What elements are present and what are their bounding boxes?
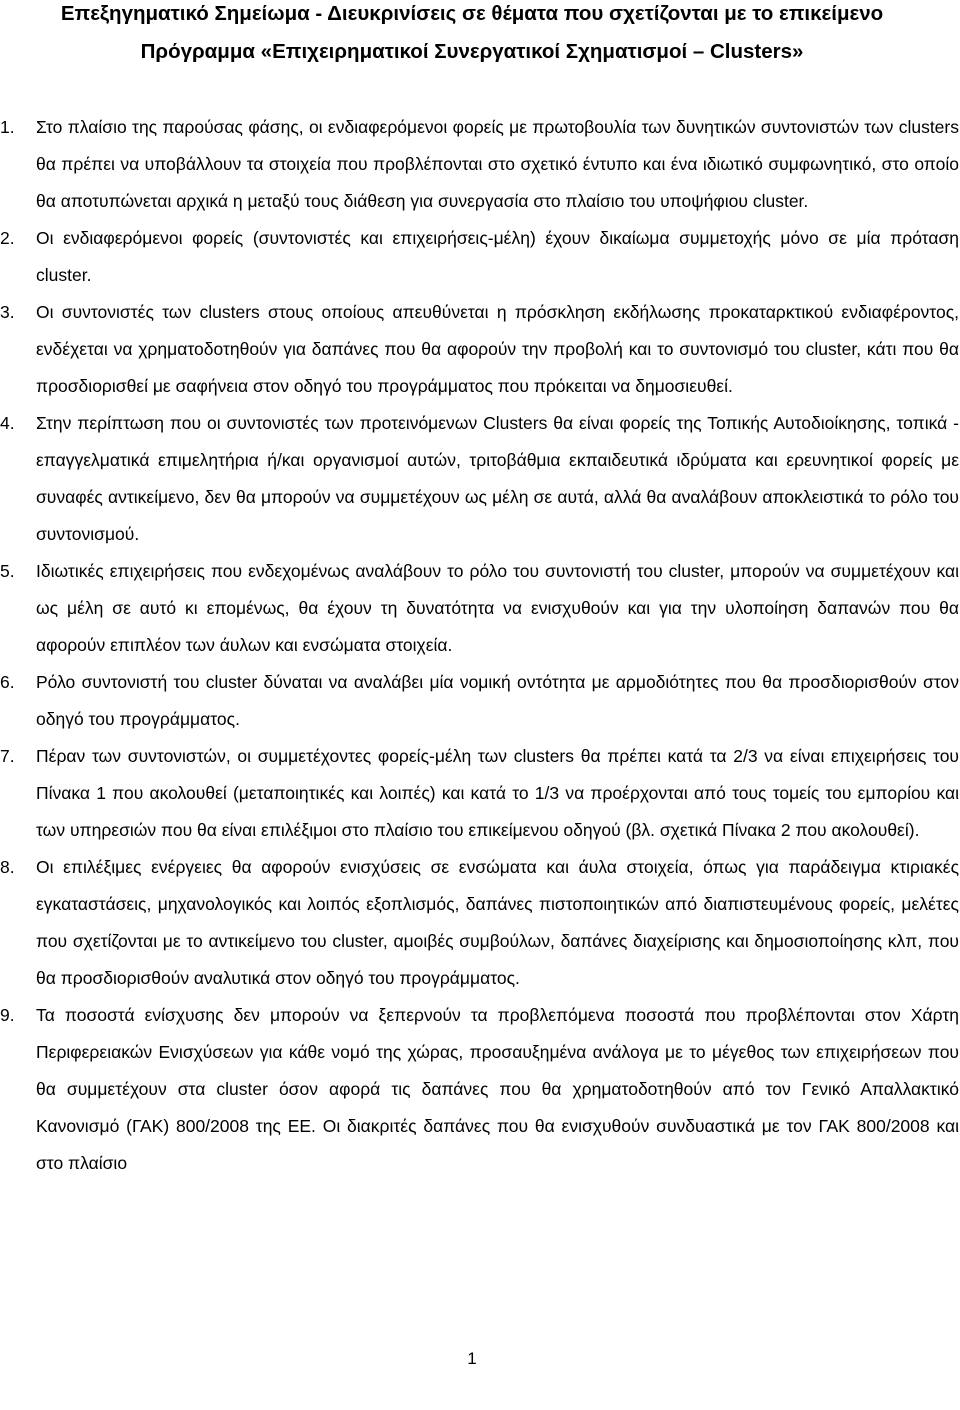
list-item [0,220,959,294]
list-item-text: Πέραν των συντονιστών, οι συμμετέχοντες φορείς-μέλη των clusters θα πρέπει κατά τα 2/3 να είναι επιχειρήσεις του Πίνακα 1 που ακολουθεί (μεταποιητικές και λοιπές) και κατά το 1/3 να προέρχονται από τους τομείς του εμπορίου και των υπηρεσιών που θα είναι επιλέξιμοι στο πλαίσιο του επικείμενου οδηγού (βλ. σχετικά Πίνακα 2 που ακολουθεί). [36,746,959,840]
list-item-text: Ρόλο συντονιστή του cluster δύναται να αναλάβει μία νομική οντότητα με αρμοδιότητες που θα προσδιορισθούν στον οδηγό του προγράμματος. [36,672,959,729]
list-item-text: Οι συντονιστές των clusters στους οποίους απευθύνεται η πρόσκληση εκδήλωσης προκαταρκτικού ενδιαφέροντος, ενδέχεται να χρηματοδοτηθούν για δαπάνες που θα αφορούν την προβολή και το συντονισμό του cluster, κάτι που θα προσδιορισθεί με σαφήνεια στον οδηγό του προγράμματος που πρόκειται να δημοσιευθεί. [36,302,959,396]
list-item-number: 5. [0,561,15,581]
document-title-line-1: Επεξηγηματικό Σημείωμα - Διευκρινίσεις σε θέματα που σχετίζονται με το επικείμενο [60,2,884,25]
list-item-number: 4. [0,413,15,433]
list-item-number: 8. [0,857,15,877]
document-title-line-2: Πρόγραμμα «Επιχειρηματικοί Συνεργατικοί Σχηματισμοί – Clusters» [140,40,804,63]
list-item-text: Οι ενδιαφερόμενοι φορείς (συντονιστές και επιχειρήσεις-μέλη) έχουν δικαίωμα συμμετοχής μόνο σε μία πρόταση cluster. [36,228,959,285]
list-item [0,664,959,738]
list-item-number: 6. [0,672,15,692]
list-item [0,405,959,553]
list-item-number: 1. [0,117,15,137]
list-item [0,553,959,664]
list-item-text: Τα ποσοστά ενίσχυσης δεν μπορούν να ξεπερνούν τα προβλεπόμενα ποσοστά που προβλέπονται στον Χάρτη Περιφερειακών Ενισχύσεων για κάθε νομό της χώρας, προσαυξημένα ανάλογα με το μέγεθος των επιχειρήσεων που θα συμμετέχουν στα cluster όσον αφορά τις δαπάνες που θα χρηματοδοτηθούν από τον Γενικό Απαλλακτικό Κανονισμό (ΓΑΚ) 800/2008 της ΕΕ. Οι διακριτές δαπάνες που θα ενισχυθούν συνδυαστικά με τον ΓΑΚ 800/2008 και στο πλαίσιο [36,1005,959,1173]
list-item-number: 3. [0,302,15,322]
list-item-text: Ιδιωτικές επιχειρήσεις που ενδεχομένως αναλάβουν το ρόλο του συντονιστή του cluster, μπορούν να συμμετέχουν και ως μέλη σε αυτό κι επομένως, θα έχουν τη δυνατότητα να ενισχυθούν και για την υλοποίηση δαπανών που θα αφορούν επιπλέον των άυλων και ενσώματα στοιχεία. [36,561,959,655]
list-item [0,997,959,1182]
numbered-list [0,109,960,1182]
list-item-text: Στο πλαίσιο της παρούσας φάσης, οι ενδιαφερόμενοι φορείς με πρωτοβουλία των δυνητικών συντονιστών των clusters θα πρέπει να υποβάλλουν τα στοιχεία που προβλέπονται στο σχετικό έντυπο και ένα ιδιωτικό συμφωνητικό, στο οποίο θα αποτυπώνεται αρχικά η μεταξύ τους διάθεση για συνεργασία στο πλαίσιο του υποψήφιου cluster. [36,117,959,211]
list-item [0,294,959,405]
page-number: 1 [467,1349,477,1368]
list-item-number: 2. [0,228,15,248]
list-item [0,738,959,849]
list-item [0,109,959,220]
list-item-text: Οι επιλέξιμες ενέργειες θα αφορούν ενισχύσεις σε ενσώματα και άυλα στοιχεία, όπως για παράδειγμα κτιριακές εγκαταστάσεις, μηχανολογικός και λοιπός εξοπλισμός, δαπάνες πιστοποιητικών από διαπιστευμένους φορείς, μελέτες που σχετίζονται με το αντικείμενο του cluster, αμοιβές συμβούλων, δαπάνες διαχείρισης και δημοσιοποίησης κλπ, που θα προσδιορισθούν αναλυτικά στον οδηγό του προγράμματος. [36,857,959,988]
list-item-number: 7. [0,746,15,766]
list-item [0,849,959,997]
list-item-number: 9. [0,1005,15,1025]
list-item-text: Στην περίπτωση που οι συντονιστές των προτεινόμενων Clusters θα είναι φορείς της Τοπικής Αυτοδιοίκησης, τοπικά - επαγγελματικά επιμελητήρια ή/και οργανισμοί αυτών, τριτοβάθμια εκπαιδευτικά ιδρύματα και ερευνητικοί φορείς με συναφές αντικείμενο, δεν θα μπορούν να συμμετέχουν ως μέλη σε αυτά, αλλά θα αναλάβουν αποκλειστικά το ρόλο του συντονισμού. [36,413,959,544]
